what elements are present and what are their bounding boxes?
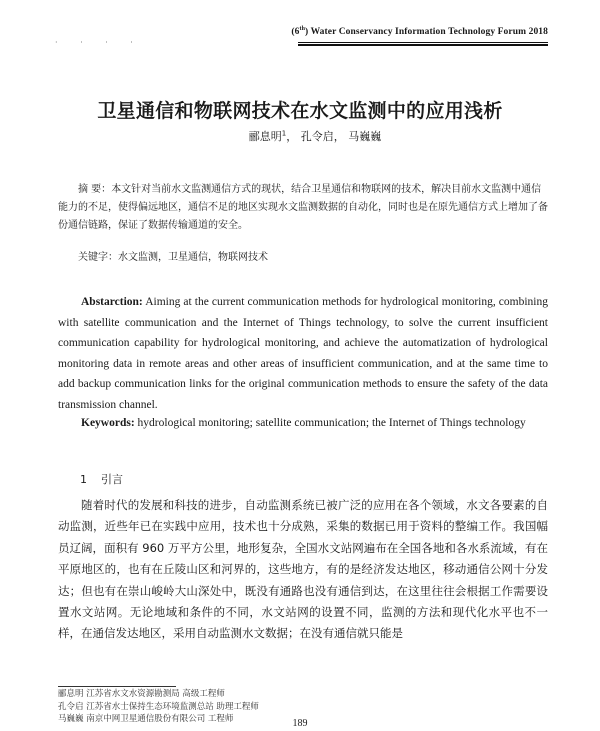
running-title: (6th) Water Conservancy Information Technology Forum 2018 xyxy=(291,26,548,38)
footnote-rule xyxy=(58,686,176,687)
en-keywords-label: Keywords: xyxy=(81,417,135,429)
section-heading xyxy=(80,471,123,487)
footnote-3: 马巍巍 南京中网卫星通信股份有限公司 工程师 xyxy=(58,714,234,724)
body-paragraph xyxy=(58,495,548,645)
cn-abstract-label: 摘 要： xyxy=(78,184,112,195)
english-abstract xyxy=(58,292,548,415)
running-header xyxy=(291,24,548,46)
cn-keywords-text: 水文监测，卫星通信，物联网技术 xyxy=(118,252,268,263)
chinese-abstract xyxy=(58,181,548,235)
section-title: 引言 xyxy=(101,473,123,486)
cn-abstract-text: 本文针对当前水文监测通信方式的现状，结合卫星通信和物联网的技术，解决目前水文监测中通信能力的不足，使得偏远地区，通信不足的地区实现水文监测数据的自动化，同时也是在原先通信方式上增加了备份通信链路，保证了数据传输通道的安全。 xyxy=(58,184,548,231)
paper-title: 卫星通信和物联网技术在水文监测中的应用浅析 xyxy=(97,100,503,122)
en-abstract-text: Aiming at the current communication methods for hydrological monitoring, combining with satellite communication and the Internet of Things technology, to solve the current insufficient communication capability for hydrological monitoring, and achieve the automatization of hydrological monitoring data in remote areas and other areas of insufficient communication, and at the same time to add backup communication links for the original communication methods to ensure the safety of the data transmission channel. xyxy=(58,296,548,411)
section-number: 1 xyxy=(80,473,87,486)
cn-keywords-label: 关键字： xyxy=(78,252,118,263)
intro-paragraph: 随着时代的发展和科技的进步，自动监测系统已被广泛的应用在各个领域，水文各要素的自动监测，近些年已在实践中应用，技术也十分成熟，采集的数据已用于资料的整编工作。我国幅员辽阔，面积有 960 万平方公里，地形复杂，全国水文站网遍布在全国各地和各水系流域，有在平原地区的，也有在丘陵山区和河界的，这些地方，有的是经济发达地区，移动通信公网十分发达；但也有在崇山峻岭大山深处中，既没有通路也没有通信到达，在这里往往会根据工作需要设置水文站网。无论地域和条件的不同，水文站网的设置不同，监测的方法和现代化水平也不一样，在通信发达地区，采用自动监测水文数据；在没有通信就只能是 xyxy=(58,498,548,641)
en-keywords-text: hydrological monitoring; satellite communication; the Internet of Things technology xyxy=(134,417,526,429)
author-first: 郦息明 xyxy=(248,130,282,143)
en-abstract-label: Abstarction: xyxy=(81,296,143,308)
scan-specks-decoration: · · · · xyxy=(55,38,143,47)
header-rule-thin xyxy=(298,42,548,43)
english-keywords xyxy=(58,413,548,434)
running-title-superscript: th xyxy=(299,26,306,32)
chinese-keywords xyxy=(78,248,268,263)
page-number: 189 xyxy=(292,718,308,729)
author-line xyxy=(0,128,600,144)
header-rule xyxy=(298,44,548,46)
author-rest: ， 孔令启， 马巍巍 xyxy=(286,130,382,143)
footnote-2: 孔令启 江苏省水士保持生态环境监测总站 助理工程师 xyxy=(58,701,259,712)
author-affiliation-mark: 1 xyxy=(281,129,287,138)
footnote-1: 郦息明 江苏省水文水资源勘测局 高级工程师 xyxy=(58,689,225,699)
